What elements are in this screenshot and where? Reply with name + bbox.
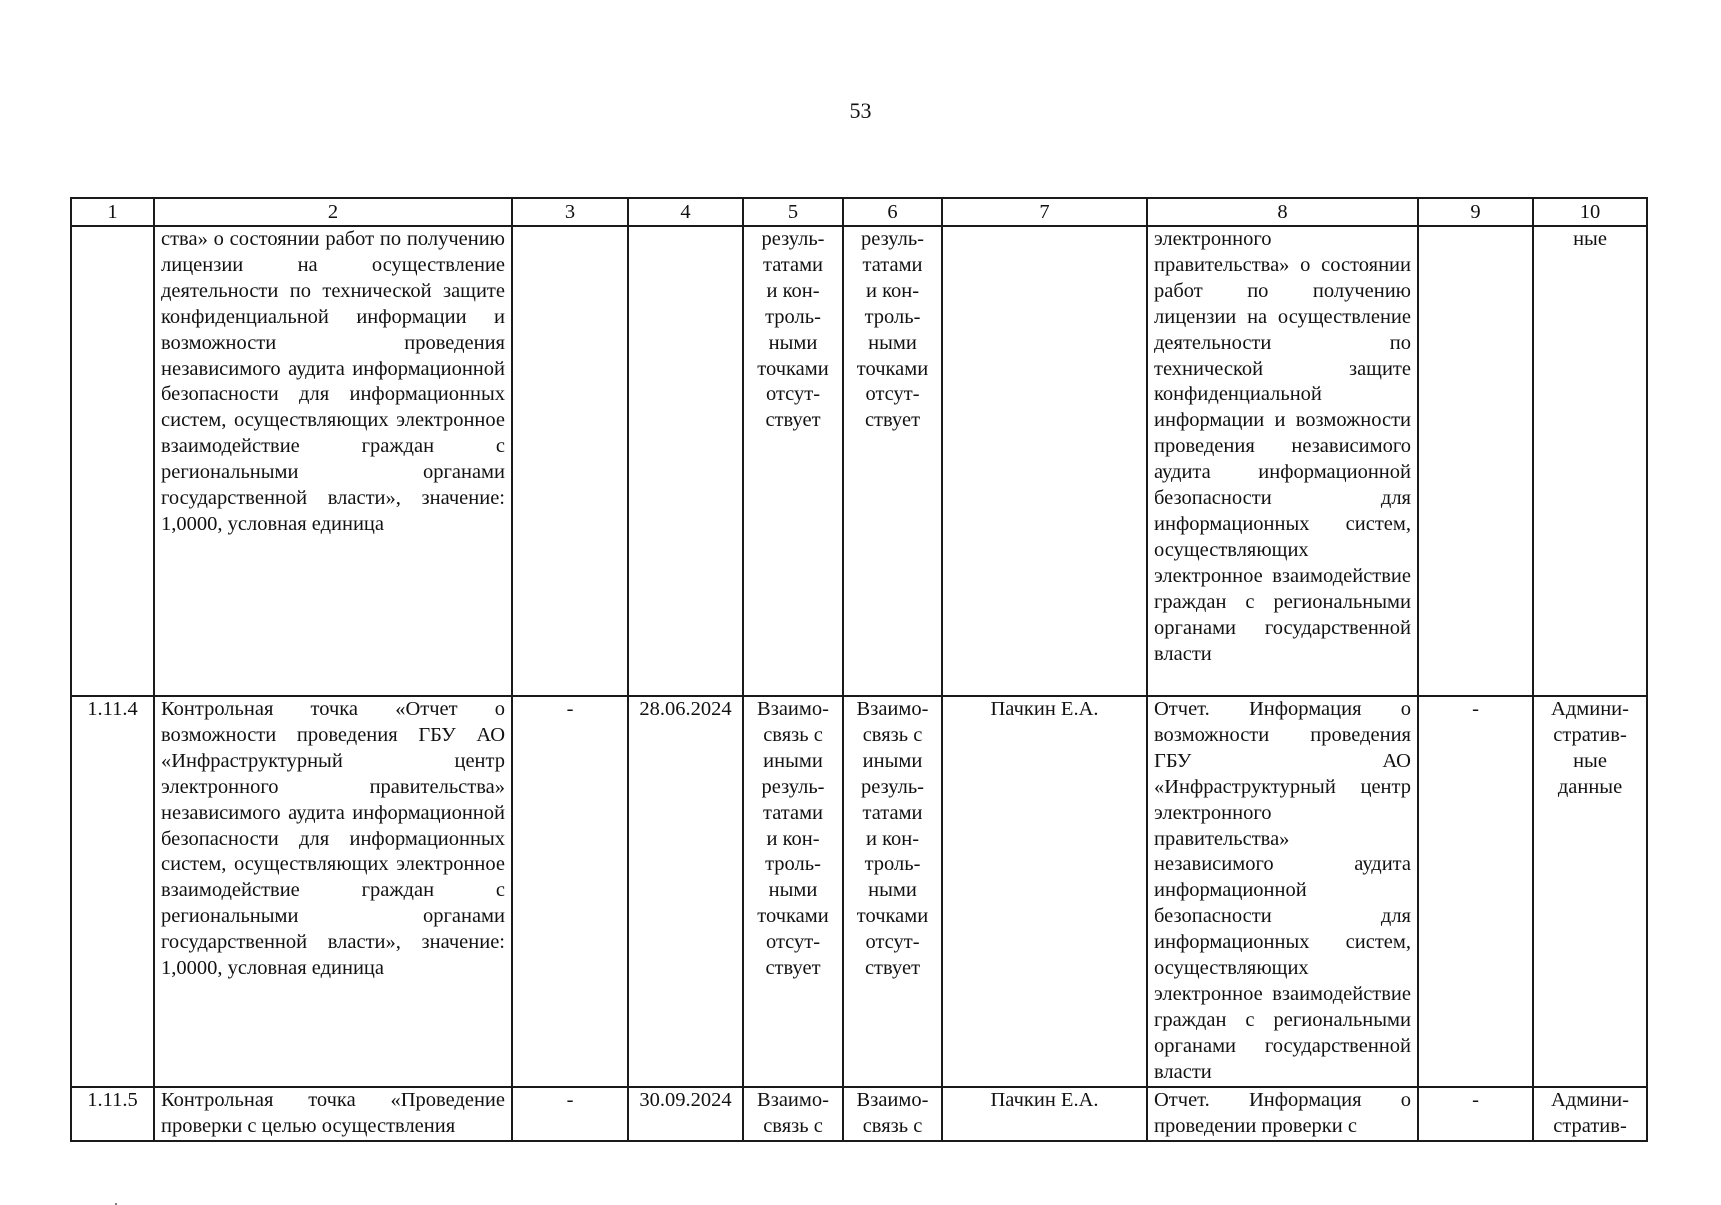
deadline: 28.06.2024	[628, 696, 743, 1087]
approval-level	[1418, 226, 1533, 696]
information-system-text: Админи- стратив-	[1551, 1088, 1629, 1137]
result-description: Отчет. Информация о возможности проведения ГБУ АО «Инфраструктурный центр электронного правительства» независимого аудита информационной безопасности для информационных систем, осуществляющих электронное взаимодействие граждан с региональными органами государственной власти	[1147, 696, 1418, 1087]
information-system	[1533, 226, 1647, 696]
successor-text: Взаимо- связь с иными резуль- татами и кон- троль- ными точками отсут- ствует	[856, 698, 929, 980]
table-row	[71, 1087, 1647, 1141]
responsible: Пачкин Е.А.	[942, 1087, 1147, 1141]
result-description: электронного правительства» о состоянии работ по получению лицензии на осуществление деятельности по технической защите конфиденциальной информации и возможности проведения независимого аудита информационной безопасности для информационных систем, осуществляющих электронное взаимодействие граждан с региональными органами государственной власти	[1147, 226, 1418, 696]
predecessor	[743, 1087, 843, 1141]
successor-text: Взаимо- связь с	[856, 1088, 929, 1137]
deadline	[628, 226, 743, 696]
information-system	[1533, 1087, 1647, 1141]
successor	[843, 226, 942, 696]
base-value	[512, 226, 628, 696]
col-header-4: 4	[628, 198, 743, 226]
page-number: 53	[849, 98, 872, 123]
table-row	[71, 226, 1647, 696]
predecessor-text: резуль- татами и кон- троль- ными точками отсут- ствует	[757, 228, 829, 432]
predecessor-text: Взаимо- связь с иными резуль- татами и кон- троль- ными точками отсут- ствует	[757, 698, 829, 980]
item-number: 1.11.4	[71, 696, 154, 1087]
successor	[843, 696, 942, 1087]
col-header-7: 7	[942, 198, 1147, 226]
approval-level: -	[1418, 696, 1533, 1087]
predecessor-text: Взаимо- связь с	[757, 1088, 829, 1137]
successor	[843, 1087, 942, 1141]
col-header-8: 8	[1147, 198, 1418, 226]
plan-table	[70, 197, 1648, 1142]
base-value: -	[512, 696, 628, 1087]
base-value: -	[512, 1087, 628, 1141]
item-name: Контрольная точка «Проведение проверки с целью осуществления	[154, 1087, 512, 1141]
item-number	[71, 226, 154, 696]
col-header-3: 3	[512, 198, 628, 226]
information-system-text: Админи- стратив- ные данные	[1551, 698, 1629, 798]
predecessor	[743, 226, 843, 696]
information-system-text: ные	[1573, 228, 1607, 250]
header-row	[71, 198, 1647, 226]
col-header-6: 6	[843, 198, 942, 226]
information-system	[1533, 696, 1647, 1087]
responsible: Пачкин Е.А.	[942, 696, 1147, 1087]
approval-level: -	[1418, 1087, 1533, 1141]
col-header-5: 5	[743, 198, 843, 226]
item-number: 1.11.5	[71, 1087, 154, 1141]
col-header-1: 1	[71, 198, 154, 226]
col-header-10: 10	[1533, 198, 1647, 226]
predecessor	[743, 696, 843, 1087]
item-name: Контрольная точка «Отчет о возможности проведения ГБУ АО «Инфраструктурный центр электронного правительства» независимого аудита информационной безопасности для информационных систем, осуществляющих электронное взаимодействие граждан с региональными органами государственной власти», значение: 1,0000, условная единица	[154, 696, 512, 1087]
col-header-9: 9	[1418, 198, 1533, 226]
responsible	[942, 226, 1147, 696]
item-name: ства» о состоянии работ по получению лицензии на осуществление деятельности по технической защите конфиденциальной информации и возможности проведения независимого аудита информационной безопасности для информационных систем, осуществляющих электронное взаимодействие граждан с региональными органами государственной власти», значение: 1,0000, условная единица	[154, 226, 512, 696]
col-header-2: 2	[154, 198, 512, 226]
deadline: 30.09.2024	[628, 1087, 743, 1141]
result-description: Отчет. Информация о проведении проверки с	[1147, 1087, 1418, 1141]
successor-text: резуль- татами и кон- троль- ными точками отсут- ствует	[856, 228, 929, 432]
table-row	[71, 696, 1647, 1087]
